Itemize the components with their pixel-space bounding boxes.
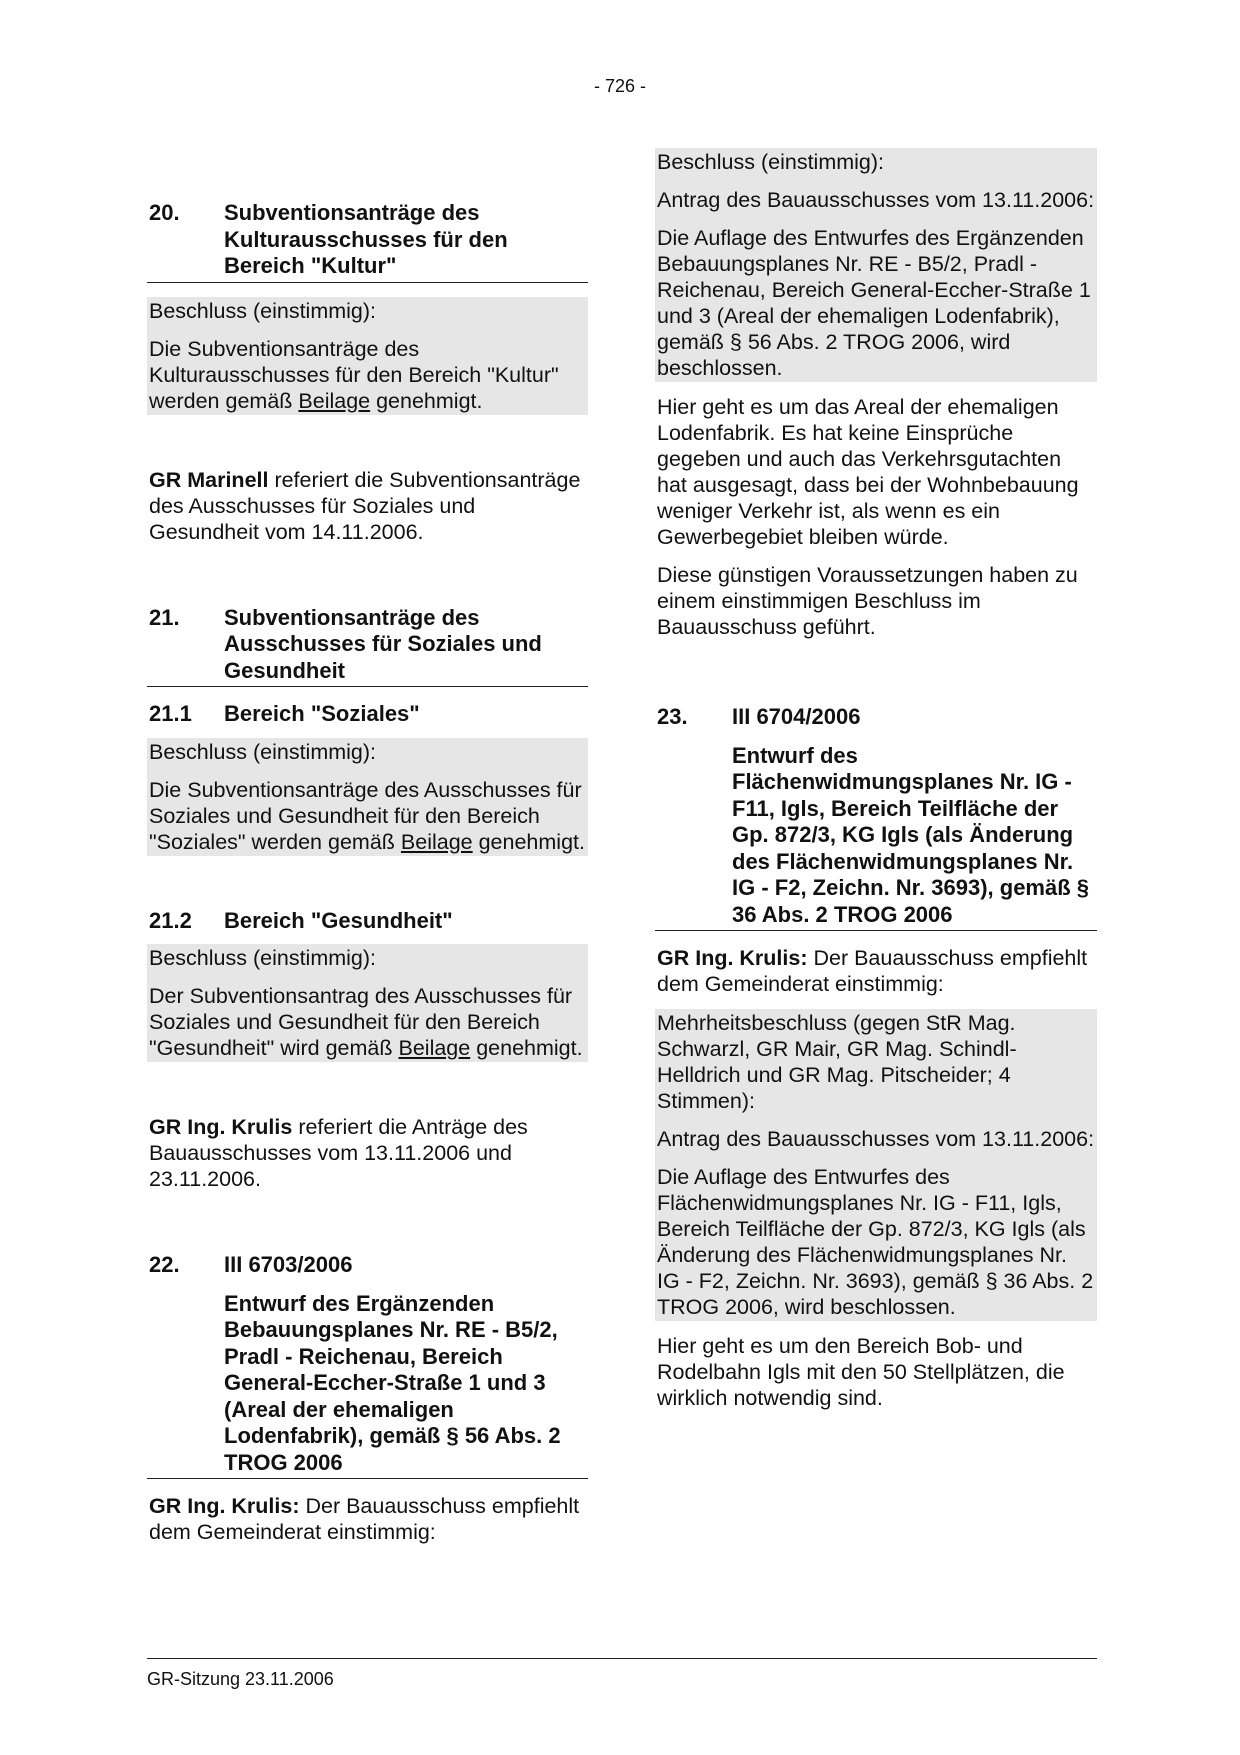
item-reference: III 6704/2006: [732, 704, 861, 729]
item-20-decision-box: [147, 297, 588, 415]
item-reference: III 6703/2006: [224, 1252, 353, 1277]
item-22-title: [147, 1291, 588, 1480]
decision-label: Beschluss (einstimmig):: [149, 946, 376, 970]
sub-item-title: Bereich "Gesundheit": [224, 907, 453, 933]
motion-label: Antrag des Bauausschusses vom 13.11.2006:: [657, 1127, 1095, 1151]
decision-text: Der Subventionsantrag des Ausschusses für Soziales und Gesundheit für den Bereich "Gesundheit" wird gemäß Beilage genehmigt.: [149, 984, 583, 1060]
decision-label: Mehrheitsbeschluss (gegen StR Mag. Schwarzl, GR Mair, GR Mag. Schindl-Helldrich und GR Mag. Pitscheider; 4 Stimmen):: [657, 1011, 1017, 1113]
item-21-heading: [147, 605, 588, 688]
right-column: [655, 148, 1097, 1411]
footer-divider: [147, 1658, 1097, 1659]
krulis-intro-statement: GR Ing. Krulis referiert die Anträge des Bauausschusses vom 13.11.2006 und 23.11.2006.: [149, 1115, 528, 1191]
item-title: Entwurf des Flächenwidmungsplanes Nr. IG - F11, Igls, Bereich Teilfläche der Gp. 872/3, KG Igls (als Änderung des Flächenwidmungsplanes Nr. IG - F2, Zeichn. Nr. 3693), gemäß § 36 Abs. 2 TROG 2006: [732, 742, 1090, 927]
resolution-text: Die Auflage des Entwurfes des Flächenwidmungsplanes Nr. IG - F11, Igls, Bereich Teilfläche der Gp. 872/3, KG Igls (als Änderung des Flächenwidmungsplanes Nr. IG - F2, Zeichn. Nr. 3693), gemäß § 36 Abs. 2 TROG 2006, wird beschlossen.: [657, 1165, 1094, 1319]
sub-item-title: Bereich "Soziales": [224, 701, 420, 726]
decision-label: Beschluss (einstimmig):: [149, 739, 376, 764]
left-column: [147, 200, 588, 1545]
item-20-heading: [147, 200, 588, 283]
beilage-link[interactable]: Beilage: [398, 1036, 471, 1060]
item-number: 21.: [149, 604, 180, 630]
decision-text: Die Subventionsanträge des Ausschusses für Soziales und Gesundheit für den Bereich "Soziales" werden gemäß Beilage genehmigt.: [149, 777, 585, 854]
speaker-name: GR Ing. Krulis: [149, 1115, 293, 1139]
speaker-name: GR Ing. Krulis:: [149, 1494, 300, 1518]
item-number: 22.: [149, 1252, 180, 1277]
decision-label: Beschluss (einstimmig):: [657, 150, 884, 174]
beilage-link[interactable]: Beilage: [400, 829, 473, 854]
speaker-name: GR Marinell: [149, 467, 269, 492]
motion-label: Antrag des Bauausschusses vom 13.11.2006:: [657, 188, 1095, 212]
beilage-link[interactable]: Beilage: [298, 388, 371, 413]
item-23-paragraph: Hier geht es um den Bereich Bob- und Rodelbahn Igls mit den 50 Stellplätzen, die wirklich notwendig sind.: [657, 1334, 1065, 1410]
item-22-speaker-statement: GR Ing. Krulis: Der Bauausschuss empfiehlt dem Gemeinderat einstimmig:: [149, 1494, 580, 1544]
item-title: Subventionsanträge des Kulturausschusses für den Bereich "Kultur": [224, 200, 508, 278]
item-23-decision-box: [655, 1009, 1097, 1321]
decision-label: Beschluss (einstimmig):: [149, 298, 376, 323]
decision-text: Die Subventionsanträge des Kulturausschusses für den Bereich "Kultur" werden gemäß Beilage genehmigt.: [149, 336, 559, 413]
item-number: 20.: [149, 200, 180, 225]
item-21-1-decision-box: [147, 738, 588, 856]
item-22-decision-box: [655, 148, 1097, 382]
item-23-speaker-statement: GR Ing. Krulis: Der Bauausschuss empfiehlt dem Gemeinderat einstimmig:: [657, 946, 1088, 996]
item-21-1-heading: [147, 701, 588, 728]
footer-text: GR-Sitzung 23.11.2006: [147, 1669, 334, 1689]
sub-item-number: 21.2: [149, 907, 192, 933]
marinell-statement: GR Marinell referiert die Subventionsanträge des Ausschusses für Soziales und Gesundheit vom 14.11.2006.: [149, 467, 581, 544]
item-title: Subventionsanträge des Ausschusses für Soziales und Gesundheit: [224, 604, 542, 683]
page-number: - 726 -: [593, 76, 647, 96]
resolution-text: Die Auflage des Entwurfes des Ergänzenden Bebauungsplanes Nr. RE - B5/2, Pradl - Reichenau, Bereich General-Eccher-Straße 1 und 3 (Areal der ehemaligen Lodenfabrik), gemäß § 56 Abs. 2 TROG 2006, wird beschlossen.: [657, 226, 1091, 380]
item-22-paragraph-1: Hier geht es um das Areal der ehemaligen Lodenfabrik. Es hat keine Einsprüche gegeben und auch das Verkehrsgutachten hat ausgesagt, dass bei der Wohnbebauung weniger Verkehr ist, als wenn es ein Gewerbegebiet bleiben würde.: [657, 395, 1079, 549]
speaker-name: GR Ing. Krulis:: [657, 946, 808, 970]
item-22-paragraph-2: Diese günstigen Voraussetzungen haben zu einem einstimmigen Beschluss im Bauausschuss geführt.: [657, 563, 1078, 639]
item-21-2-decision-box: [147, 944, 588, 1062]
item-22-heading: [147, 1252, 588, 1279]
item-21-2-heading: [147, 908, 588, 935]
item-23-heading: [655, 704, 1097, 731]
sub-item-number: 21.1: [149, 701, 192, 726]
item-number: 23.: [657, 704, 688, 729]
item-23-title: [655, 743, 1097, 932]
item-title: Entwurf des Ergänzenden Bebauungsplanes Nr. RE - B5/2, Pradl - Reichenau, Bereich General-Eccher-Straße 1 und 3 (Areal der ehemaligen Lodenfabrik), gemäß § 56 Abs. 2 TROG 2006: [224, 1290, 561, 1475]
